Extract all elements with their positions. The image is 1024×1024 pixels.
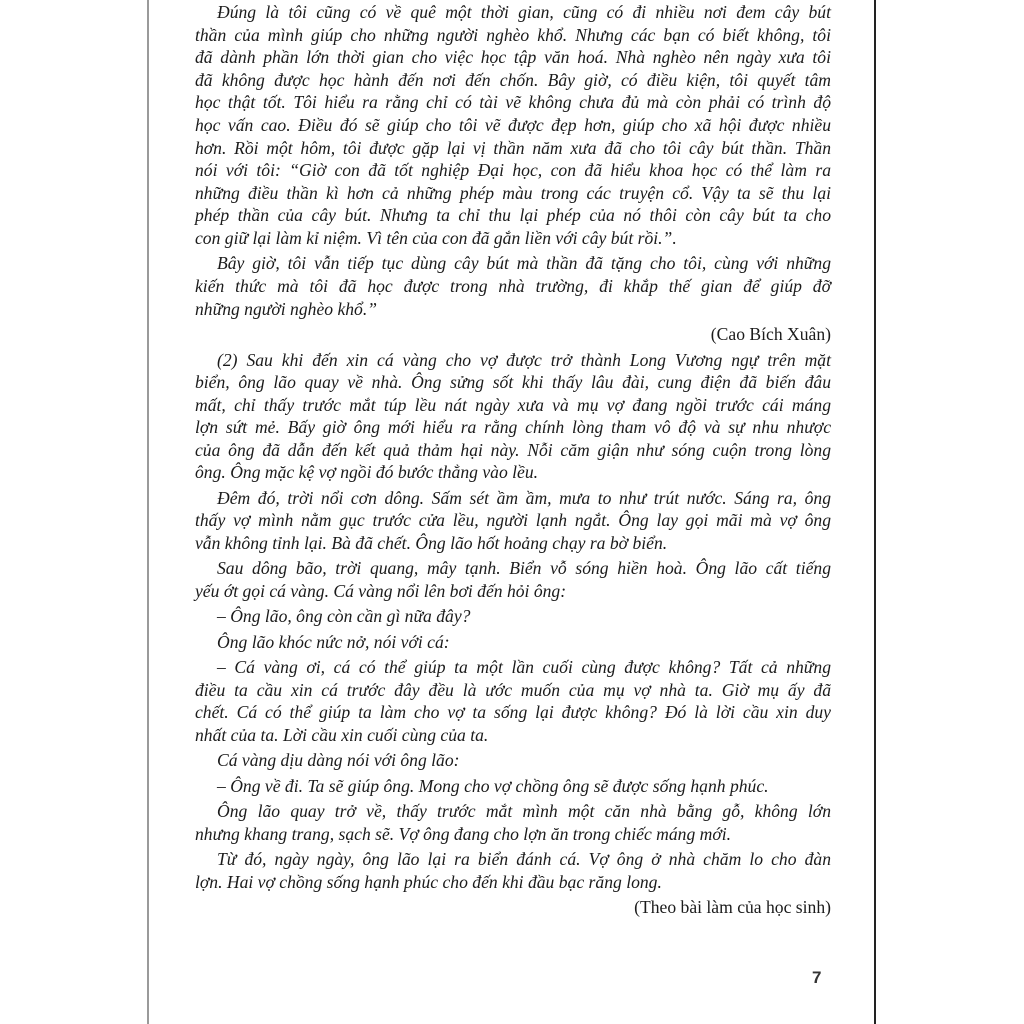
paragraph	[195, 557, 831, 602]
text-line: con giữ lại làm kỉ niệm. Vì tên của con đã gắn liền với cây bút rồi.”.	[195, 227, 677, 248]
text-line: nói với tôi: “Giờ con đã tốt nghiệp Đại học, con đã hiểu khoa học có thể làm ra	[195, 160, 831, 181]
text-line: thấy vợ mình nằm gục trước cửa lều, người lạnh ngắt. Ông lay gọi mãi mà vợ ông	[195, 510, 831, 531]
source-attribution: (Theo bài làm của học sinh)	[634, 897, 831, 918]
text-line: của ông đã dẫn đến kết quả thảm hại này. Nỗi căm giận như sóng cuộn trong lòng	[195, 439, 831, 460]
text-line: Bây giờ, tôi vẫn tiếp tục dùng cây bút mà thần đã tặng cho tôi, cùng với những	[217, 253, 831, 274]
text-line: chết. Cá có thể giúp ta làm cho vợ ta sống lại được không? Đó là lời cầu xin duy	[195, 702, 831, 723]
text-line: – Cá vàng ơi, cá có thể giúp ta một lần cuối cùng được không? Tất cả những	[217, 657, 831, 678]
paragraph	[195, 252, 831, 345]
page-number: 7	[812, 968, 822, 987]
paragraph	[195, 656, 831, 746]
text-line: những điều thần kì hơn cả những phép màu trong các truyện cổ. Vậy ta sẽ thu lại	[195, 182, 831, 203]
paragraph	[195, 800, 831, 845]
text-line: phép thần của cây bút. Nhưng ta chỉ thu lại phép của nó thôi còn cây bút ta cho	[195, 205, 831, 226]
paragraph	[195, 848, 831, 919]
text-line: mất, chỉ thấy trước mắt túp lều nát ngày xưa và mụ vợ đang ngồi trước cái máng	[195, 394, 831, 415]
paragraph	[195, 605, 831, 628]
paragraph	[195, 1, 831, 250]
text-line: điều ta cầu xin cá trước đây đều là ước muốn của mụ vợ nhà ta. Giờ mụ ấy đã	[195, 679, 831, 700]
text-line: Ông lão khóc nức nở, nói với cá:	[217, 631, 450, 652]
text-line: đã không được học hành đến nơi đến chốn. Bây giờ, có điều kiện, tôi quyết tâm	[195, 69, 831, 90]
text-line: lợn. Hai vợ chồng sống hạnh phúc cho đến khi đầu bạc răng long.	[195, 871, 662, 892]
text-line: ông. Ông mặc kệ vợ ngồi đó bước thẳng vào lều.	[195, 462, 539, 483]
paragraph	[195, 487, 831, 555]
text-line: hơn. Rồi một hôm, tôi được gặp lại vị thần năm xưa đã cho tôi cây bút thần. Thần	[195, 137, 831, 158]
document-body	[195, 1, 831, 919]
text-line: Sau dông bão, trời quang, mây tạnh. Biển vỗ sóng hiền hoà. Ông lão cất tiếng	[217, 558, 831, 579]
text-line: những người nghèo khổ.”	[195, 298, 378, 319]
text-line: biển, ông lão quay về nhà. Ông sửng sốt khi thấy lâu đài, cung điện đã biến đâu	[195, 372, 831, 393]
page-right-edge	[874, 0, 876, 1024]
source-attribution: (Cao Bích Xuân)	[710, 324, 831, 345]
text-line: Cá vàng dịu dàng nói với ông lão:	[217, 750, 460, 771]
text-line: – Ông lão, ông còn cần gì nữa đây?	[217, 606, 471, 627]
paragraph	[195, 349, 831, 485]
text-line: lợn sứt mẻ. Bấy giờ ông mới hiểu ra rằng chính lòng tham vô độ và sự nhu nhược	[195, 417, 831, 438]
text-line: Đúng là tôi cũng có về quê một thời gian, cũng có đi nhiều nơi đem cây bút	[217, 2, 831, 22]
text-line: nhưng khang trang, sạch sẽ. Vợ ông đang cho lợn ăn trong chiếc máng mới.	[195, 823, 732, 844]
text-line: Từ đó, ngày ngày, ông lão lại ra biển đánh cá. Vợ ông ở nhà chăm lo cho đàn	[217, 849, 831, 870]
text-line: thần của mình giúp cho những người nghèo khổ. Nhưng các bạn có biết không, tôi	[195, 24, 831, 45]
paragraph	[195, 631, 831, 654]
text-line: – Ông về đi. Ta sẽ giúp ông. Mong cho vợ chồng ông sẽ được sống hạnh phúc.	[217, 775, 769, 796]
text-line: nhất của ta. Lời cầu xin cuối cùng của ta.	[195, 724, 489, 745]
text-line: học thật tốt. Tôi hiểu ra rằng chỉ có tài vẽ không chưa đủ mà còn phải có trình độ	[195, 92, 831, 113]
text-line: học vấn cao. Điều đó sẽ giúp cho tôi vẽ được đẹp hơn, giúp cho xã hội được nhiều	[195, 114, 831, 135]
text-line: (2) Sau khi đến xin cá vàng cho vợ được trở thành Long Vương ngự trên mặt	[217, 349, 831, 370]
text-line: yếu ớt gọi cá vàng. Cá vàng nổi lên bơi đến hỏi ông:	[195, 581, 567, 602]
paragraph	[195, 749, 831, 772]
text-line: Đêm đó, trời nổi cơn dông. Sấm sét ầm ầm, mưa to như trút nước. Sáng ra, ông	[217, 487, 831, 508]
text-line: kiến thức mà tôi đã học được trong nhà trường, đi khắp thế gian để giúp đỡ	[195, 275, 831, 296]
paragraph	[195, 775, 831, 798]
page-left-edge	[147, 0, 149, 1024]
text-line: vẫn không tỉnh lại. Bà đã chết. Ông lão hốt hoảng chạy ra bờ biển.	[195, 533, 668, 554]
text-line: đã dành phần lớn thời gian cho việc học tập văn hoá. Nhà nghèo nên ngày xưa tôi	[195, 47, 831, 68]
text-line: Ông lão quay trở về, thấy trước mắt mình một căn nhà bằng gỗ, không lớn	[217, 801, 831, 822]
